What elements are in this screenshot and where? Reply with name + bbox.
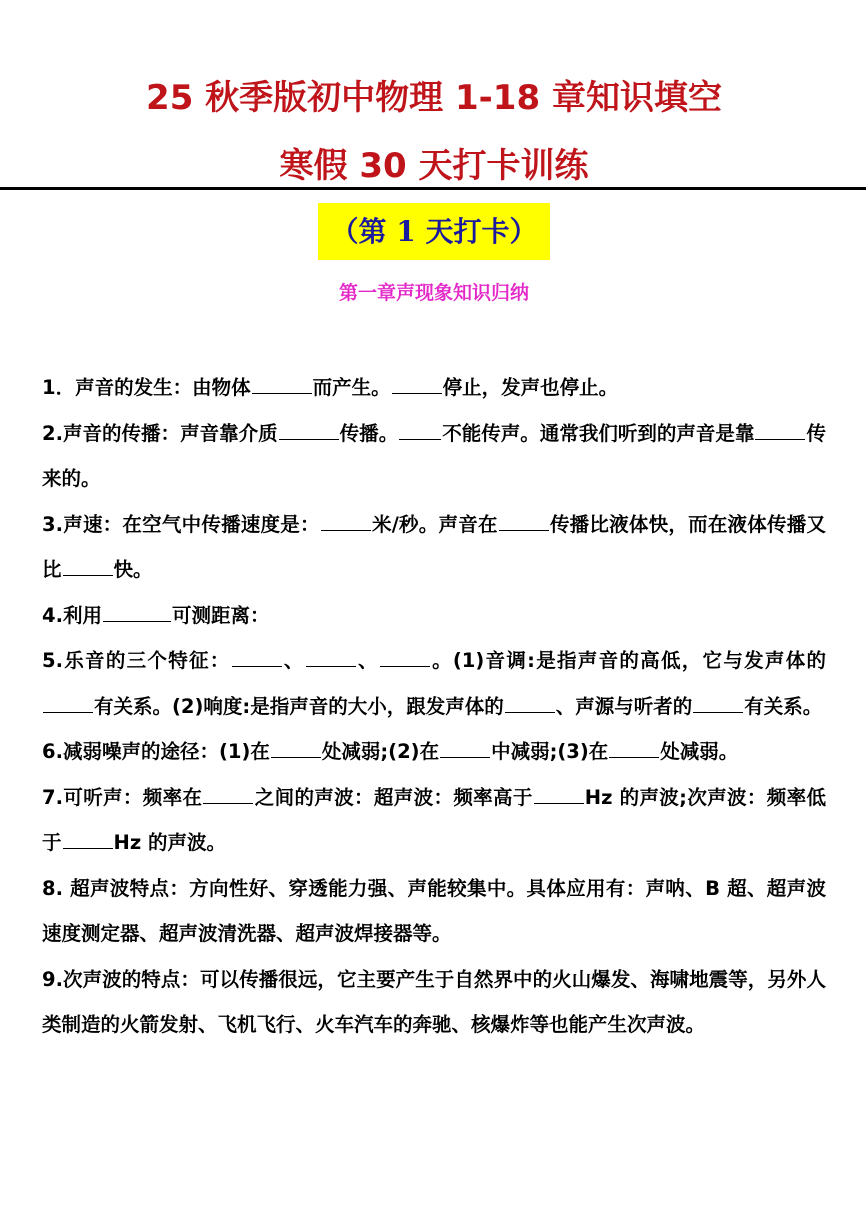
answer-blank[interactable] [693, 688, 743, 713]
answer-blank[interactable] [499, 506, 549, 531]
page-subtitle: 寒假 30 天打卡训练 [279, 146, 589, 186]
list-item: 8. 超声波特点：方向性好、穿透能力强、声能较集中。具体应用有：声呐、B 超、超声波速度测定器、超声波清洗器、超声波焊接器等。 [42, 876, 826, 945]
answer-blank[interactable] [609, 733, 659, 758]
list-item: 9.次声波的特点：可以传播很远，它主要产生于自然界中的火山爆发、海啸地震等，另外人类制造的火箭发射、飞机飞行、火车汽车的奔驰、核爆炸等也能产生次声波。 [42, 967, 826, 1036]
list-item: 5.乐音的三个特征： 、 、 。(1)音调:是指声音的高低，它与发声体的有关系。(2)响度:是指声音的大小，跟发声体的 、声源与听者的 有关系。 [42, 638, 826, 729]
answer-blank[interactable] [392, 369, 442, 394]
answer-blank[interactable] [252, 369, 312, 394]
answer-blank[interactable] [306, 642, 356, 667]
list-item: 4.利用 可测距离： [42, 593, 826, 639]
fill-in-list [42, 365, 826, 1048]
answer-blank[interactable] [103, 597, 171, 622]
answer-blank[interactable] [203, 779, 253, 804]
answer-blank[interactable] [755, 415, 805, 440]
answer-blank[interactable] [321, 506, 371, 531]
answer-blank[interactable] [440, 733, 490, 758]
answer-blank[interactable] [43, 688, 93, 713]
day-badge: （第 1 天打卡） [318, 203, 550, 260]
answer-blank[interactable] [279, 415, 339, 440]
answer-blank[interactable] [63, 551, 113, 576]
answer-blank[interactable] [271, 733, 321, 758]
answer-blank[interactable] [63, 824, 113, 849]
list-item: 1．声音的发生：由物体 而产生。 停止，发声也停止。 [42, 365, 826, 411]
list-item: 7.可听声：频率在 之间的声波：超声波：频率高于 Hz 的声波;次声波：频率低于 Hz 的声波。 [42, 775, 826, 866]
list-item: 6.减弱噪声的途径：(1)在 处减弱;(2)在 中减弱;(3)在 处减弱。 [42, 729, 826, 775]
answer-blank[interactable] [505, 688, 555, 713]
answer-blank[interactable] [399, 415, 441, 440]
list-item: 3.声速：在空气中传播速度是： 米/秒。声音在 传播比液体快，而在液体传播又比 快。 [42, 502, 826, 593]
answer-blank[interactable] [380, 642, 430, 667]
chapter-title: 第一章声现象知识归纳 [338, 282, 529, 304]
title-divider [0, 187, 866, 190]
list-item: 2.声音的传播：声音靠介质 传播。 不能传声。通常我们听到的声音是靠 传来的。 [42, 411, 826, 502]
page-title: 25 秋季版初中物理 1-18 章知识填空 [146, 78, 722, 118]
answer-blank[interactable] [534, 779, 584, 804]
answer-blank[interactable] [232, 642, 282, 667]
